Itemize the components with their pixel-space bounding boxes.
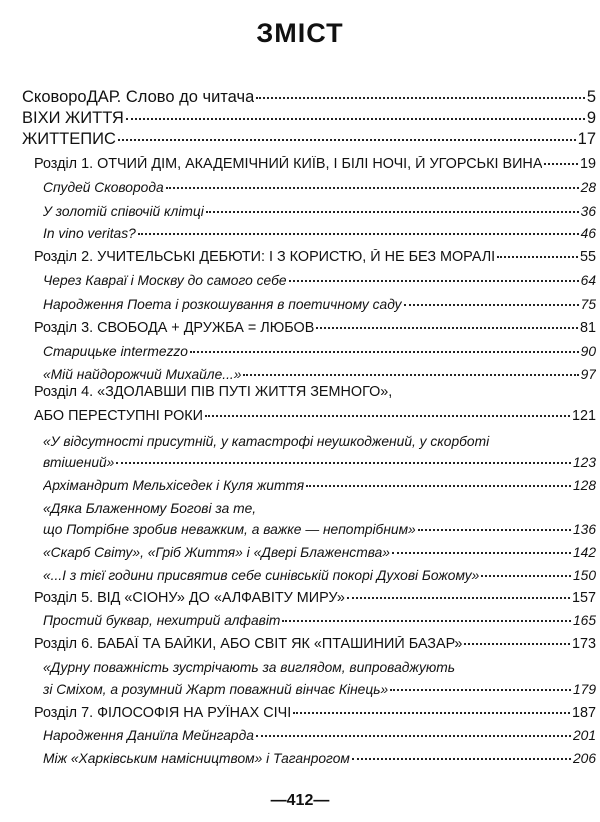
dot-leader — [282, 620, 571, 622]
toc-page-number: 123 — [572, 455, 596, 470]
dot-leader — [256, 97, 585, 99]
toc-section-entry[interactable] — [43, 682, 596, 697]
toc-entry-title: «Скарб Світу», «Гріб Життя» і «Двері Блаженства» — [43, 545, 390, 560]
toc-entry-line1: «У відсутності присутній, у катастрофі неушкоджений, у скорботі — [43, 434, 490, 449]
toc-section-entry[interactable] — [43, 204, 596, 219]
toc-entry-title: Розділ 6. БАБАЇ ТА БАЙКИ, АБО СВІТ ЯК «ПТАШИНИЙ БАЗАР» — [34, 636, 463, 652]
toc-page-number: 165 — [572, 613, 596, 628]
toc-section-entry[interactable] — [43, 273, 596, 288]
toc-page-number: 64 — [580, 273, 596, 288]
toc-chapter-entry[interactable] — [34, 590, 596, 606]
toc-page-number: 28 — [580, 180, 596, 195]
dot-leader — [306, 485, 571, 487]
dot-leader — [118, 139, 576, 141]
dot-leader — [205, 415, 570, 417]
dot-leader — [481, 575, 571, 577]
toc-section-entry[interactable] — [43, 522, 596, 537]
toc-entry-title: Розділ 3. СВОБОДА + ДРУЖБА = ЛЮБОВ — [34, 320, 315, 336]
toc-entry-title: In vino veritas? — [43, 226, 136, 241]
toc-chapter-entry[interactable] — [34, 249, 596, 265]
toc-page-number: 201 — [572, 728, 596, 743]
dot-leader — [390, 689, 571, 691]
toc-page-number: 36 — [580, 204, 596, 219]
toc-page-number: 173 — [571, 636, 596, 652]
toc-chapter-entry[interactable] — [34, 408, 596, 424]
toc-page-number: 206 — [572, 751, 596, 766]
toc-page-number: 5 — [586, 88, 596, 106]
toc-section-entry[interactable] — [43, 751, 596, 766]
toc-page-number: 97 — [580, 367, 596, 382]
toc-page-number: 187 — [571, 705, 596, 721]
toc-page-number: 17 — [577, 130, 596, 148]
dot-leader — [126, 118, 585, 120]
toc-entry-title: «Мій найдорожчий Михайле...» — [43, 367, 242, 382]
toc-entry-title: зі Сміхом, а розумний Жарт поважний вінчає Кінець» — [43, 682, 389, 697]
dot-leader — [464, 643, 570, 645]
toc-section-entry[interactable] — [43, 344, 596, 359]
toc-section-entry[interactable] — [43, 478, 596, 493]
toc-chapter-entry[interactable] — [34, 705, 596, 721]
dot-leader — [116, 462, 571, 464]
dot-leader — [289, 280, 579, 282]
dot-leader — [404, 304, 579, 306]
toc-entry-title: Розділ 2. УЧИТЕЛЬСЬКІ ДЕБЮТИ: І З КОРИСТЮ, Й НЕ БЕЗ МОРАЛІ — [34, 249, 496, 265]
toc-entry-line1: «Дурну поважність зустрічають за виглядом, випроваджують — [43, 660, 456, 675]
dot-leader — [190, 351, 579, 353]
toc-entry-title: Народження Даниїла Мейнгарда — [43, 728, 254, 743]
toc-entry-title: ВІХИ ЖИТТЯ — [22, 109, 124, 127]
toc-chapter-entry[interactable] — [34, 320, 596, 336]
toc-chapter-entry[interactable] — [34, 636, 596, 652]
toc-entry[interactable] — [22, 130, 596, 149]
dot-leader — [347, 597, 570, 599]
toc-section-entry[interactable] — [43, 613, 596, 628]
toc-entry[interactable] — [22, 109, 596, 128]
toc-section-entry[interactable] — [43, 297, 596, 312]
toc-page-number: 46 — [580, 226, 596, 241]
toc-entry-title: що Потрібне зробив неважким, а важке — непотрібним» — [43, 522, 416, 537]
dot-leader — [243, 374, 578, 376]
toc-entry-title: Між «Харківським намісництвом» і Таганрогом — [43, 751, 350, 766]
toc-entry-title: АБО ПЕРЕСТУПНІ РОКИ — [34, 408, 203, 424]
dot-leader — [166, 187, 579, 189]
dot-leader — [352, 758, 571, 760]
toc-section-entry[interactable] — [43, 545, 596, 560]
dot-leader — [256, 735, 571, 737]
page-title: ЗМІСТ — [256, 18, 344, 48]
toc-page-number: 128 — [572, 478, 596, 493]
toc-entry-title: Через Кавраї і Москву до самого себе — [43, 273, 287, 288]
toc-entry-title: Народження Поета і розкошування в поетичному саду — [43, 297, 402, 312]
toc-entry-title: Спудей Сковорода — [43, 180, 164, 195]
toc-entry-title: У золотій співочій клітці — [43, 204, 204, 219]
toc-entry-title: СковороДАР. Слово до читача — [22, 88, 255, 106]
toc-page-number: 19 — [579, 156, 596, 172]
toc-section-entry[interactable] — [43, 455, 596, 470]
dot-leader — [392, 552, 571, 554]
toc-section-entry[interactable] — [43, 568, 596, 583]
toc-entry-line1: «Дяка Блаженному Богові за те, — [43, 501, 257, 516]
toc-entry-title: Розділ 1. ОТЧИЙ ДІМ, АКАДЕМІЧНИЙ КИЇВ, І БІЛІ НОЧІ, Й УГОРСЬКІ ВИНА — [34, 156, 543, 172]
toc-page-number: 179 — [572, 682, 596, 697]
toc-page-number: 81 — [579, 320, 596, 336]
toc-page-number: 142 — [572, 545, 596, 560]
toc-page-number: 150 — [572, 568, 596, 583]
toc-entry-title: Розділ 5. ВІД «СІОНУ» ДО «АЛФАВІТУ МИРУ» — [34, 590, 345, 606]
dot-leader — [418, 529, 571, 531]
toc-entry-line1: Розділ 4. «ЗДОЛАВШИ ПІВ ПУТІ ЖИТТЯ ЗЕМНОГО», — [34, 384, 393, 400]
toc-entry-title: Розділ 7. ФІЛОСОФІЯ НА РУЇНАХ СІЧІ — [34, 705, 292, 721]
toc-page-number: 55 — [579, 249, 596, 265]
toc-page-number: 121 — [571, 408, 596, 424]
dot-leader — [544, 163, 578, 165]
page-number-footer: —412— — [270, 792, 330, 809]
toc-section-entry[interactable] — [43, 367, 596, 382]
toc-section-entry[interactable] — [43, 180, 596, 195]
dot-leader — [316, 327, 578, 329]
toc-chapter-entry[interactable] — [34, 156, 596, 172]
dot-leader — [293, 712, 570, 714]
toc-page-number: 136 — [572, 522, 596, 537]
toc-entry-title: «...І з тієї години присвятив себе синівській покорі Духові Божому» — [43, 568, 480, 583]
toc-section-entry[interactable] — [43, 728, 596, 743]
toc-entry-title: Старицьке intermezzo — [43, 344, 188, 359]
dot-leader — [206, 211, 579, 213]
dot-leader — [138, 233, 579, 235]
toc-entry[interactable] — [22, 88, 596, 107]
toc-entry-title: ЖИТТЕПИС — [22, 130, 116, 148]
dot-leader — [497, 256, 578, 258]
toc-entry-title: Архімандрит Мельхіседек і Куля життя — [43, 478, 305, 493]
toc-section-entry[interactable] — [43, 226, 596, 241]
toc-page-number: 90 — [580, 344, 596, 359]
toc-page-number: 75 — [580, 297, 596, 312]
toc-entry-title: втішений» — [43, 455, 115, 470]
toc-page-number: 9 — [586, 109, 596, 127]
toc-page-number: 157 — [571, 590, 596, 606]
toc-entry-title: Простий буквар, нехитрий алфавіт — [43, 613, 281, 628]
